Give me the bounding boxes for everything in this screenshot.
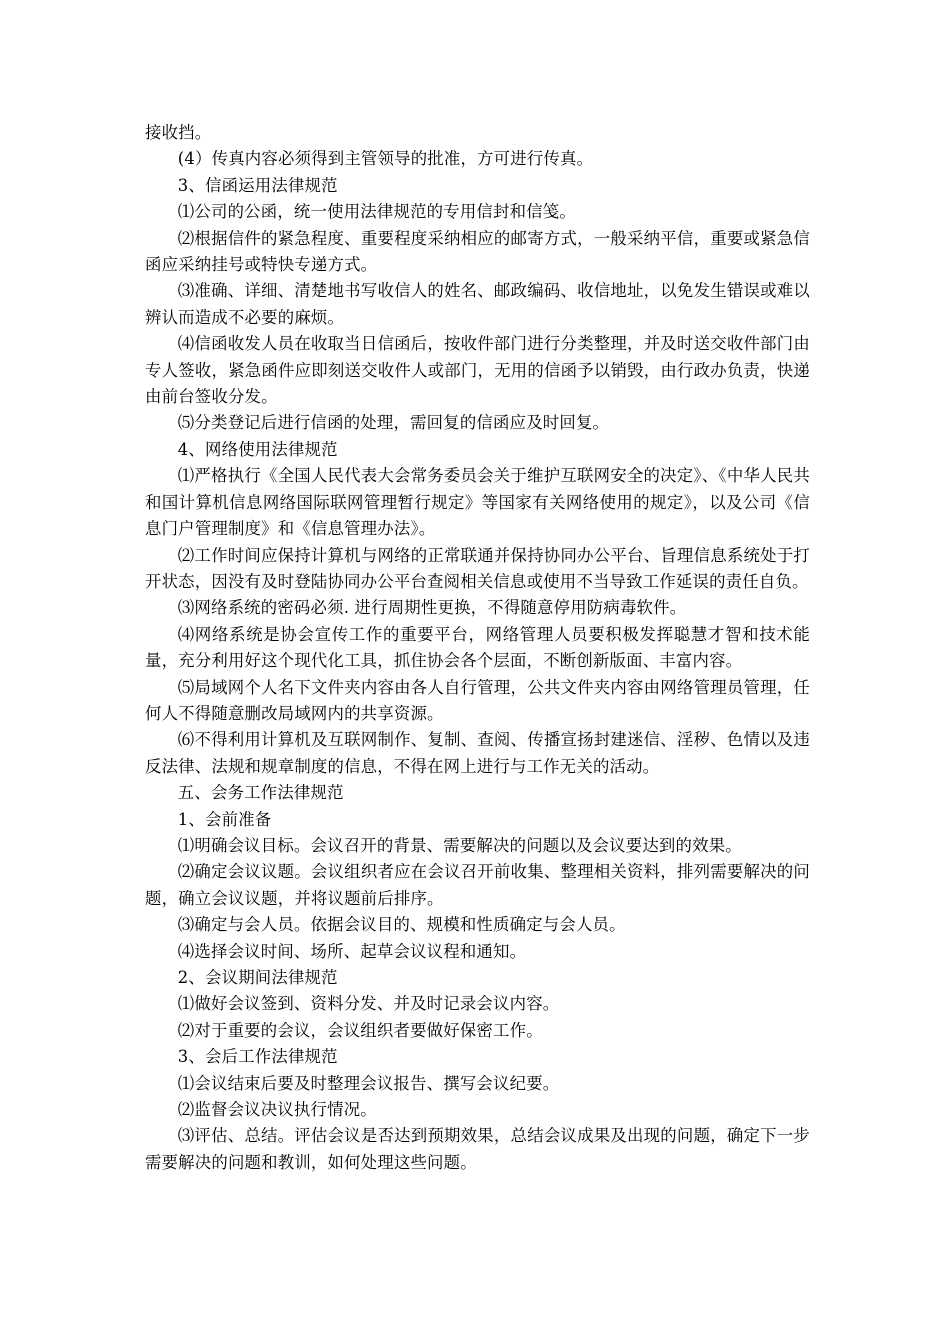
paragraph: ⑷信函收发人员在收取当日信函后，按收件部门进行分类整理，并及时送交收件部门由专人签收，紧急函件应即刻送交收件人或部门，无用的信函予以销毁，由行政办负责，快递由前台签收分发。 [145, 334, 810, 407]
paragraph: ⑵对于重要的会议，会议组织者要做好保密工作。 [177, 1020, 543, 1040]
paragraph: ⑵根据信件的紧急程度、重要程度采纳相应的邮寄方式，一般采纳平信，重要或紧急信函应采纳挂号或特快专递方式。 [145, 228, 810, 275]
paragraph: 1、会前准备 [177, 809, 272, 829]
paragraph: ⑶确定与会人员。依据会议目的、规模和性质确定与会人员。 [177, 915, 626, 935]
paragraph: ⑸分类登记后进行信函的处理，需回复的信函应及时回复。 [177, 413, 610, 433]
paragraph: ⑴明确会议目标。会议召开的背景、需要解决的问题以及会议要达到的效果。 [177, 835, 742, 855]
paragraph: ⑴会议结束后要及时整理会议报告、撰写会议纪要。 [177, 1073, 560, 1093]
paragraph: ⑵确定会议议题。会议组织者应在会议召开前收集、整理相关资料，排列需要解决的问题，确立会议议题，并将议题前后排序。 [145, 862, 810, 908]
paragraph: ⑵监督会议决议执行情况。 [177, 1100, 377, 1120]
paragraph: ⑶网络系统的密码必须. 进行周期性更换，不得随意停用防病毒软件。 [177, 598, 687, 618]
paragraph: 五、会务工作法律规范 [177, 783, 344, 803]
paragraph: 2、会议期间法律规范 [177, 968, 338, 987]
paragraph: 接收挡。 [145, 123, 212, 142]
paragraph: ⑶准确、详细、清楚地书写收信人的姓名、邮政编码、收信地址，以免发生错误或难以辨认而造成不必要的麻烦。 [145, 281, 810, 327]
paragraph: ⑹不得利用计算机及互联网制作、复制、查阅、传播宣扬封建迷信、淫秽、色情以及违反法律、法规和规章制度的信息，不得在网上进行与工作无关的活动。 [145, 730, 810, 776]
paragraph: ⑴严格执行《全国人民代表大会常务委员会关于维护互联网安全的决定》、《中华人民共和国计算机信息网络国际联网管理暂行规定》等国家有关网络使用的规定》，以及公司《信息门户管理制度》和《信息管理办法》。 [145, 466, 810, 539]
paragraph: 4、网络使用法律规范 [177, 439, 338, 459]
paragraph: ⑴公司的公函，统一使用法律规范的专用信封和信笺。 [177, 202, 576, 222]
paragraph: (4）传真内容必须得到主管领导的批准，方可进行传真。 [177, 149, 594, 169]
document-body [145, 120, 810, 1176]
paragraph: ⑸局域网个人名下文件夹内容由各人自行管理，公共文件夹内容由网络管理员管理，任何人不得随意删改局域网内的共享资源。 [145, 677, 810, 723]
paragraph: ⑷网络系统是协会宣传工作的重要平台，网络管理人员要积极发挥聪慧才智和技术能量，充分利用好这个现代化工具，抓住协会各个层面，不断创新版面、丰富内容。 [145, 624, 810, 671]
paragraph: ⑴做好会议签到、资料分发、并及时记录会议内容。 [177, 994, 560, 1014]
paragraph: ⑷选择会议时间、场所、起草会议议程和通知。 [177, 941, 527, 961]
paragraph: ⑶评估、总结。评估会议是否达到预期效果，总结会议成果及出现的问题，确定下一步需要解决的问题和教训，如何处理这些问题。 [145, 1126, 810, 1172]
paragraph: ⑵工作时间应保持计算机与网络的正常联通并保持协同办公平台、旨理信息系统处于打开状态，因没有及时登陆协同办公平台查阅相关信息或使用不当导致工作延误的责任自负。 [145, 545, 810, 591]
paragraph: 3、信函运用法律规范 [177, 175, 338, 195]
paragraph: 3、会后工作法律规范 [177, 1047, 338, 1067]
